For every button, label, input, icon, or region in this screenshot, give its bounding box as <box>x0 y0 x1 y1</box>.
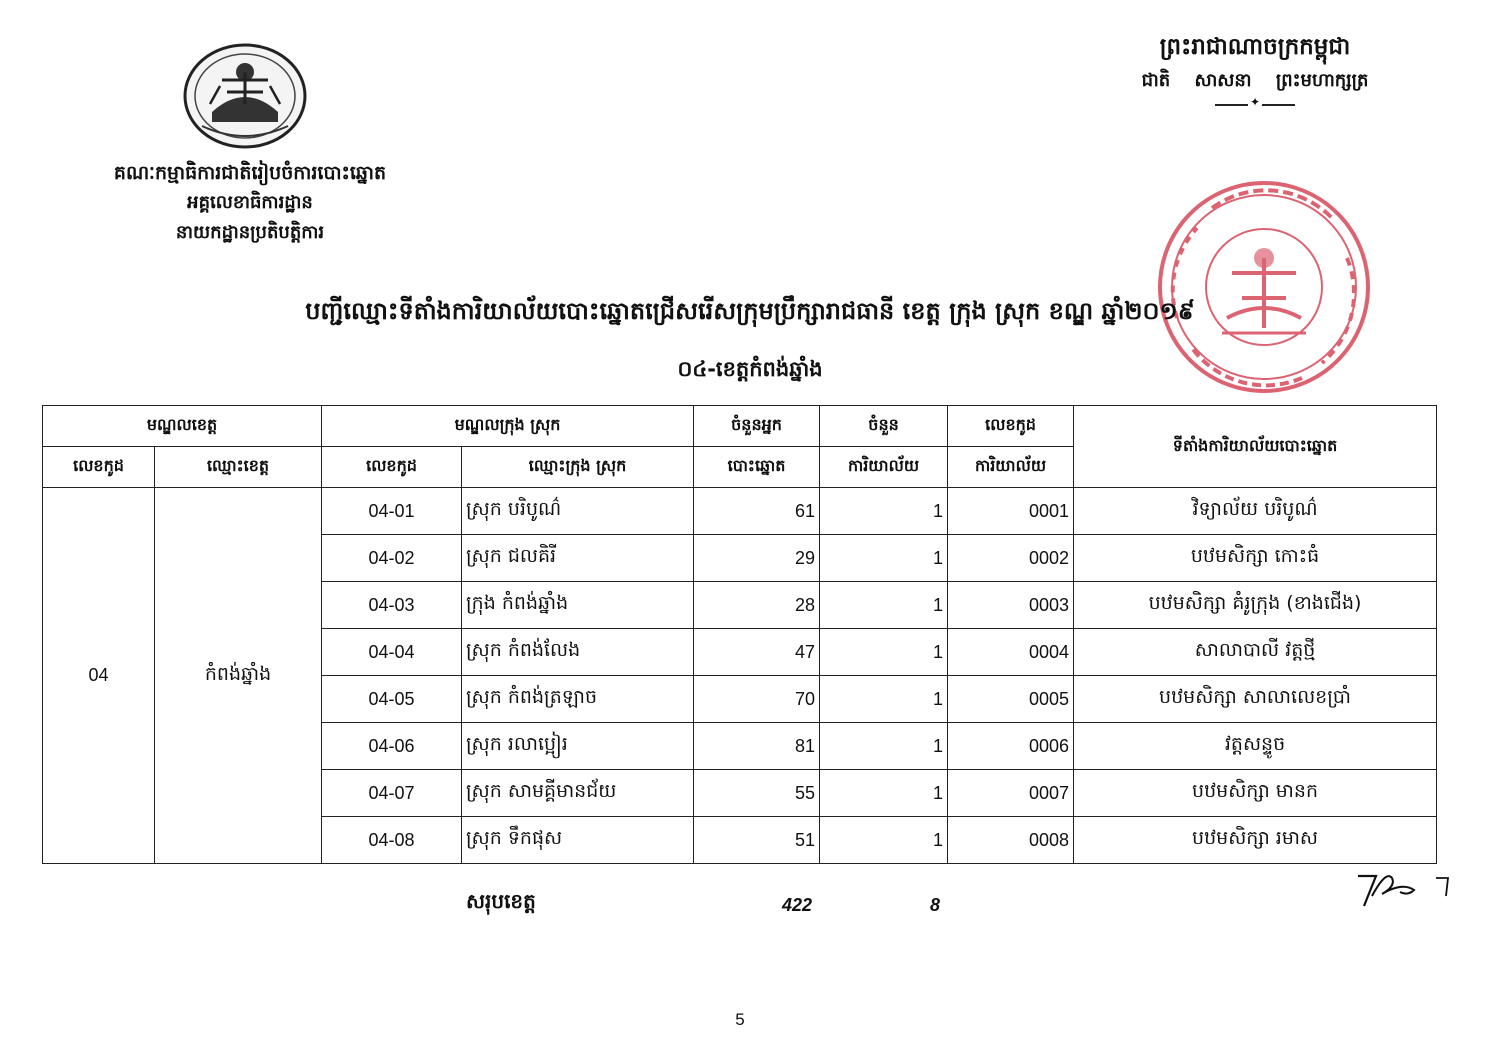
location-cell: បឋមសិក្សា រមាស <box>1074 817 1437 864</box>
voters-cell: 28 <box>694 582 820 629</box>
polling-stations-table <box>42 405 1437 864</box>
offices-cell: 1 <box>820 488 948 535</box>
district-name-header: ឈ្មោះក្រុង ស្រុក <box>462 447 694 488</box>
district-code-cell: 04-06 <box>322 723 462 770</box>
offices-cell: 1 <box>820 723 948 770</box>
location-cell: បឋមសិក្សា សាលាលេខប្រាំ <box>1074 676 1437 723</box>
document-subtitle: ០៤-ខេត្តកំពង់ឆ្នាំង <box>677 357 823 381</box>
page-number: 5 <box>735 1010 745 1029</box>
ornament-divider <box>1215 104 1295 106</box>
district-name-cell: ស្រុក បរិបូណ៌ <box>462 488 694 535</box>
district-group-header: មណ្ឌលក្រុង ស្រុក <box>322 406 694 447</box>
total-offices: 8 <box>929 895 940 915</box>
district-name-cell: ស្រុក រលាប្អៀរ <box>462 723 694 770</box>
secretariat-name: អគ្គលេខាធិការដ្ឋាន <box>187 192 313 213</box>
district-code-header: លេខកូដ <box>322 447 462 488</box>
document-title: បញ្ជីឈ្មោះទីតាំងការិយាល័យបោះឆ្នោតជ្រើសរើសក្រុមប្រឹក្សារាជធានី ខេត្ត ក្រុង ស្រុក ខណ្ឌ ឆ្នាំ២០១៩ <box>305 297 1195 325</box>
location-cell: បឋមសិក្សា គំរូក្រុង (ខាងជើង) <box>1074 582 1437 629</box>
location-header: ទីតាំងការិយាល័យបោះឆ្នោត <box>1074 406 1437 488</box>
voters-cell: 61 <box>694 488 820 535</box>
voters-header-bottom: បោះឆ្នោត <box>694 447 820 488</box>
office-code-cell: 0001 <box>948 488 1074 535</box>
office-code-cell: 0006 <box>948 723 1074 770</box>
commission-name: គណៈកម្មាធិការជាតិរៀបចំការបោះឆ្នោត <box>113 162 387 184</box>
province-group-header: មណ្ឌលខេត្ត <box>43 406 322 447</box>
office-code-cell: 0002 <box>948 535 1074 582</box>
offices-header-bottom: ការិយាល័យ <box>820 447 948 488</box>
district-name-cell: ស្រុក សាមគ្គីមានជ័យ <box>462 770 694 817</box>
district-name-cell: ស្រុក កំពង់ត្រឡាច <box>462 676 694 723</box>
location-cell: សាលាបាលី វត្តថ្មី <box>1074 629 1437 676</box>
department-name: នាយកដ្ឋានប្រតិបត្តិការ <box>175 222 325 243</box>
table-row <box>43 488 1437 535</box>
office-code-cell: 0008 <box>948 817 1074 864</box>
voters-cell: 81 <box>694 723 820 770</box>
voters-cell: 47 <box>694 629 820 676</box>
district-code-cell: 04-08 <box>322 817 462 864</box>
offices-cell: 1 <box>820 817 948 864</box>
district-code-cell: 04-03 <box>322 582 462 629</box>
kingdom-header <box>1080 30 1430 106</box>
voters-header-top: ចំនួនអ្នក <box>694 406 820 447</box>
location-cell: វិទ្យាល័យ បរិបូណ៌ <box>1074 488 1437 535</box>
district-name-cell: ស្រុក ជលគិរី <box>462 535 694 582</box>
district-code-cell: 04-02 <box>322 535 462 582</box>
district-code-cell: 04-05 <box>322 676 462 723</box>
location-cell: បឋមសិក្សា មានក <box>1074 770 1437 817</box>
office-code-cell: 0004 <box>948 629 1074 676</box>
district-code-cell: 04-01 <box>322 488 462 535</box>
total-voters: 422 <box>781 895 812 915</box>
national-motto: ជាតិ សាសនា ព្រះមហាក្សត្រ <box>1141 70 1369 91</box>
district-name-cell: ស្រុក កំពង់លែង <box>462 629 694 676</box>
offices-cell: 1 <box>820 535 948 582</box>
province-name-header: ឈ្មោះខេត្ត <box>155 447 322 488</box>
signature <box>1352 866 1452 912</box>
office-code-cell: 0003 <box>948 582 1074 629</box>
province-name-cell: កំពង់ឆ្នាំង <box>155 488 322 864</box>
voters-cell: 70 <box>694 676 820 723</box>
office-code-cell: 0005 <box>948 676 1074 723</box>
offices-cell: 1 <box>820 629 948 676</box>
province-total-label: សរុបខេត្ត <box>466 889 536 913</box>
voters-cell: 55 <box>694 770 820 817</box>
office-code-cell: 0007 <box>948 770 1074 817</box>
offices-cell: 1 <box>820 770 948 817</box>
office-code-header-top: លេខកូដ <box>948 406 1074 447</box>
province-code-cell: 04 <box>43 488 155 864</box>
office-code-header-bottom: ការិយាល័យ <box>948 447 1074 488</box>
voters-cell: 29 <box>694 535 820 582</box>
nec-emblem-logo <box>182 42 308 150</box>
offices-cell: 1 <box>820 676 948 723</box>
voters-cell: 51 <box>694 817 820 864</box>
location-cell: វត្តសន្ទូច <box>1074 723 1437 770</box>
location-cell: បឋមសិក្សា កោះធំ <box>1074 535 1437 582</box>
offices-header-top: ចំនួន <box>820 406 948 447</box>
province-code-header: លេខកូដ <box>43 447 155 488</box>
district-name-cell: ស្រុក ទឹកផុស <box>462 817 694 864</box>
district-name-cell: ក្រុង កំពង់ឆ្នាំង <box>462 582 694 629</box>
district-code-cell: 04-07 <box>322 770 462 817</box>
offices-cell: 1 <box>820 582 948 629</box>
district-code-cell: 04-04 <box>322 629 462 676</box>
commission-header <box>40 158 460 248</box>
kingdom-title: ព្រះរាជាណាចក្រកម្ពុជា <box>1159 34 1351 60</box>
